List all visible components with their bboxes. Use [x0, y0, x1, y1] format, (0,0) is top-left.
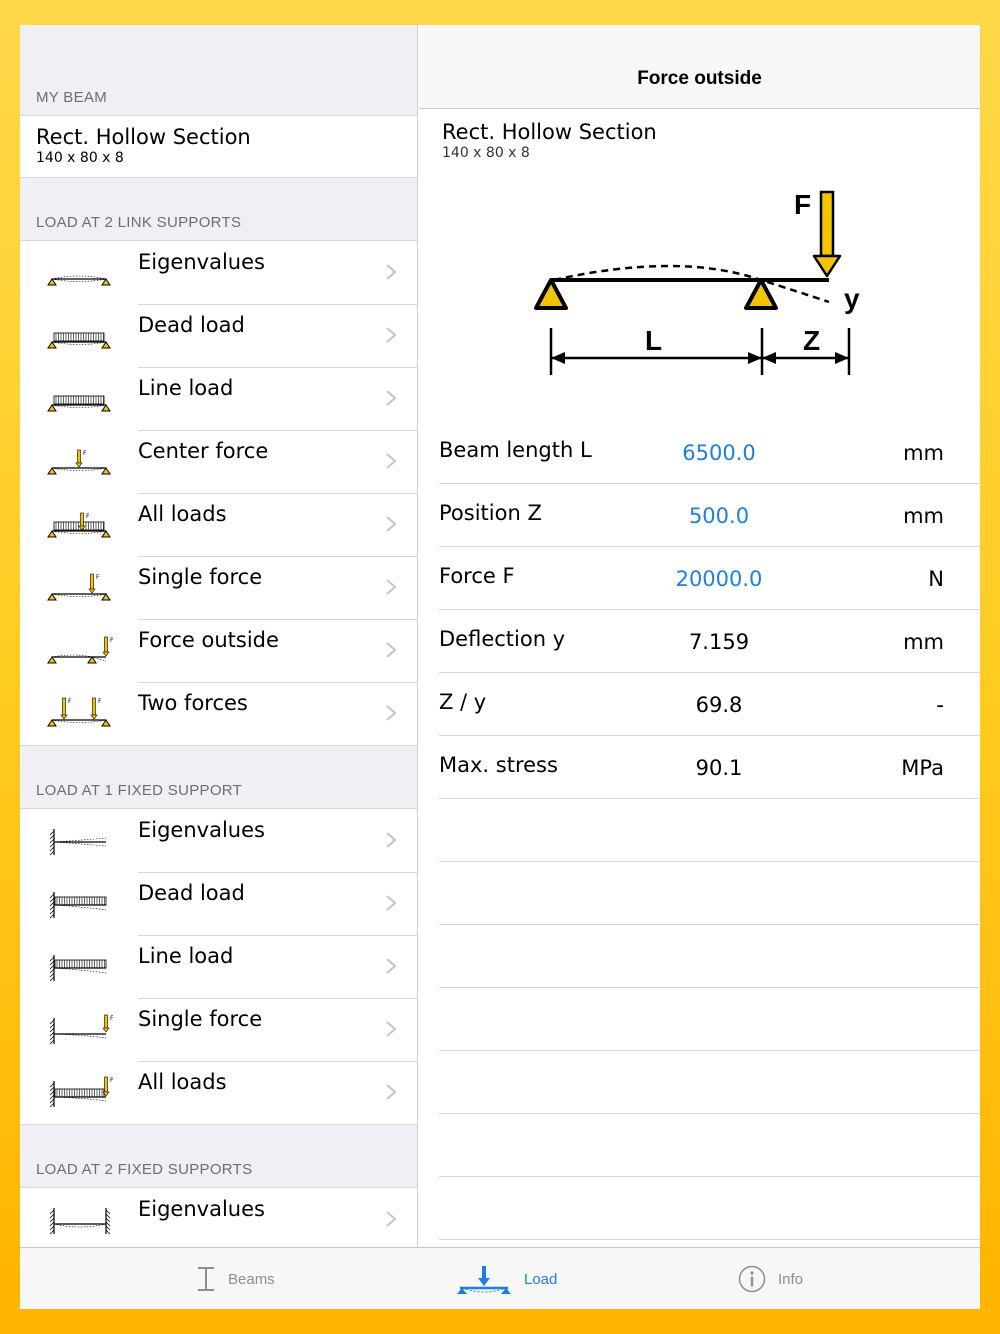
fixed-single-force-icon	[44, 1010, 114, 1050]
chevron-right-icon	[385, 263, 397, 281]
row-label: Line load	[138, 944, 234, 968]
navigation-bar	[419, 25, 980, 109]
empty-row	[439, 988, 980, 1051]
section-header: LOAD AT 2 LINK SUPPORTS	[36, 214, 242, 231]
force-outside-diagram	[499, 180, 899, 390]
beam-name: Rect. Hollow Section	[36, 125, 251, 149]
my-beam-header: MY BEAM	[36, 89, 108, 106]
load-case-row[interactable]	[20, 682, 417, 745]
chevron-right-icon	[385, 326, 397, 344]
load-case-group	[20, 808, 417, 1125]
link-single-force-icon	[44, 568, 114, 608]
load-case-row[interactable]	[20, 1188, 417, 1247]
load-case-row[interactable]	[20, 241, 417, 304]
row-label: Dead load	[138, 881, 245, 905]
load-case-row[interactable]	[20, 872, 417, 935]
empty-row	[439, 925, 980, 988]
row-label: Line load	[138, 376, 234, 400]
result-row	[439, 547, 980, 610]
link-line-load-icon	[44, 379, 114, 419]
tab-info-label: Info	[778, 1270, 804, 1288]
result-value-input[interactable]: 20000.0	[675, 567, 763, 591]
result-label: Position Z	[439, 501, 542, 525]
row-label: Eigenvalues	[138, 1197, 265, 1221]
row-label: Eigenvalues	[138, 818, 265, 842]
result-row	[439, 736, 980, 799]
result-value-input[interactable]: 500.0	[688, 504, 750, 528]
chevron-right-icon	[385, 831, 397, 849]
empty-row	[439, 1051, 980, 1114]
result-row	[439, 421, 980, 484]
result-unit: mm	[903, 630, 944, 654]
chevron-right-icon	[385, 957, 397, 975]
result-unit: MPa	[901, 756, 944, 780]
load-case-row[interactable]	[20, 367, 417, 430]
fixed-dead-load-icon	[44, 884, 114, 924]
result-unit: mm	[903, 504, 944, 528]
load-case-row[interactable]	[20, 619, 417, 682]
fixed-line-load-icon	[44, 947, 114, 987]
row-label: Force outside	[138, 628, 279, 652]
load-case-row[interactable]	[20, 304, 417, 367]
tab-beams-label: Beams	[228, 1270, 275, 1288]
row-icon	[20, 304, 138, 367]
row-label: All loads	[138, 1070, 227, 1094]
link-eigenvalues-icon	[44, 253, 114, 293]
result-label: Z / y	[439, 690, 487, 714]
row-label: Two forces	[138, 691, 248, 715]
result-row	[439, 673, 980, 736]
two-fixed-eigenvalues-icon	[44, 1200, 114, 1240]
row-label: Dead load	[138, 313, 245, 337]
svg-text:F: F	[110, 1014, 114, 1022]
length-label: L	[645, 325, 663, 356]
result-unit: -	[936, 693, 944, 717]
row-icon	[20, 367, 138, 430]
row-icon	[20, 1188, 138, 1247]
result-value: 90.1	[695, 756, 743, 780]
section-header	[419, 109, 980, 161]
link-all-loads-icon	[44, 505, 114, 545]
info-icon	[738, 1265, 766, 1293]
load-case-row[interactable]	[20, 1061, 417, 1124]
row-icon	[20, 556, 138, 619]
result-value: 7.159	[688, 630, 750, 654]
row-icon	[20, 430, 138, 493]
row-label: All loads	[138, 502, 227, 526]
load-case-row[interactable]	[20, 935, 417, 998]
load-case-list[interactable]	[20, 25, 418, 1247]
chevron-right-icon	[385, 578, 397, 596]
result-label: Beam length L	[439, 438, 592, 462]
fixed-eigenvalues-icon	[44, 821, 114, 861]
row-icon	[20, 493, 138, 556]
tab-bar	[20, 1247, 980, 1309]
load-case-row[interactable]	[20, 809, 417, 872]
load-case-row[interactable]	[20, 556, 417, 619]
svg-text:F: F	[96, 573, 100, 581]
row-icon	[20, 1061, 138, 1124]
tab-load[interactable]	[456, 1248, 557, 1309]
chevron-right-icon	[385, 452, 397, 470]
row-label: Center force	[138, 439, 269, 463]
load-case-row[interactable]	[20, 998, 417, 1061]
force-label: F	[794, 189, 812, 220]
svg-text:F: F	[83, 449, 87, 457]
empty-row	[439, 1177, 980, 1240]
fixed-all-loads-icon	[44, 1073, 114, 1113]
svg-text:F: F	[68, 697, 72, 705]
chevron-right-icon	[385, 704, 397, 722]
result-value-input[interactable]: 6500.0	[682, 441, 756, 465]
chevron-right-icon	[385, 515, 397, 533]
force-arrow	[814, 192, 840, 276]
my-beam-cell[interactable]	[20, 115, 417, 178]
chevron-right-icon	[385, 389, 397, 407]
result-label: Deflection y	[439, 627, 566, 651]
section-header: LOAD AT 2 FIXED SUPPORTS	[36, 1161, 253, 1178]
row-icon	[20, 619, 138, 682]
result-row	[439, 484, 980, 547]
chevron-right-icon	[385, 1020, 397, 1038]
row-icon	[20, 935, 138, 998]
deflection-label: y	[844, 283, 860, 314]
result-unit: N	[928, 567, 944, 591]
i-beam-icon	[196, 1266, 216, 1292]
svg-text:F: F	[86, 512, 90, 520]
tab-load-label: Load	[524, 1270, 558, 1288]
chevron-right-icon	[385, 641, 397, 659]
link-force-outside-icon	[44, 631, 114, 671]
row-icon	[20, 809, 138, 872]
overhang-label: Z	[803, 325, 821, 356]
section-name: Rect. Hollow Section	[442, 120, 657, 144]
result-row	[439, 610, 980, 673]
svg-text:F: F	[98, 697, 102, 705]
empty-row	[439, 862, 980, 925]
empty-row	[439, 799, 980, 862]
row-icon	[20, 998, 138, 1061]
load-icon	[456, 1264, 512, 1294]
load-case-row[interactable]	[20, 430, 417, 493]
row-label: Single force	[138, 1007, 263, 1031]
beam-dims: 140 x 80 x 8	[36, 150, 124, 166]
chevron-right-icon	[385, 1083, 397, 1101]
tab-info[interactable]	[738, 1248, 803, 1309]
chevron-right-icon	[385, 894, 397, 912]
app-window	[20, 25, 980, 1309]
load-case-group	[20, 240, 417, 746]
row-icon	[20, 241, 138, 304]
svg-text:F: F	[110, 1076, 114, 1084]
row-icon	[20, 682, 138, 745]
results-table	[439, 421, 980, 1240]
tab-beams[interactable]	[196, 1248, 275, 1309]
link-center-force-icon	[44, 442, 114, 482]
result-value: 69.8	[695, 693, 743, 717]
row-label: Eigenvalues	[138, 250, 265, 274]
row-icon	[20, 872, 138, 935]
section-dims: 140 x 80 x 8	[442, 145, 530, 161]
detail-pane	[419, 25, 980, 1247]
nav-title: Force outside	[637, 68, 762, 89]
load-case-group	[20, 1187, 417, 1247]
empty-row	[439, 1114, 980, 1177]
chevron-right-icon	[385, 1210, 397, 1228]
result-label: Force F	[439, 564, 515, 588]
section-header: LOAD AT 1 FIXED SUPPORT	[36, 782, 243, 799]
link-dead-load-icon	[44, 316, 114, 356]
link-two-forces-icon	[44, 694, 114, 734]
svg-text:F: F	[110, 636, 114, 644]
result-unit: mm	[903, 441, 944, 465]
left-support	[536, 280, 566, 308]
load-case-row[interactable]	[20, 493, 417, 556]
result-label: Max. stress	[439, 753, 558, 777]
row-label: Single force	[138, 565, 263, 589]
deflection-curve	[554, 266, 829, 302]
